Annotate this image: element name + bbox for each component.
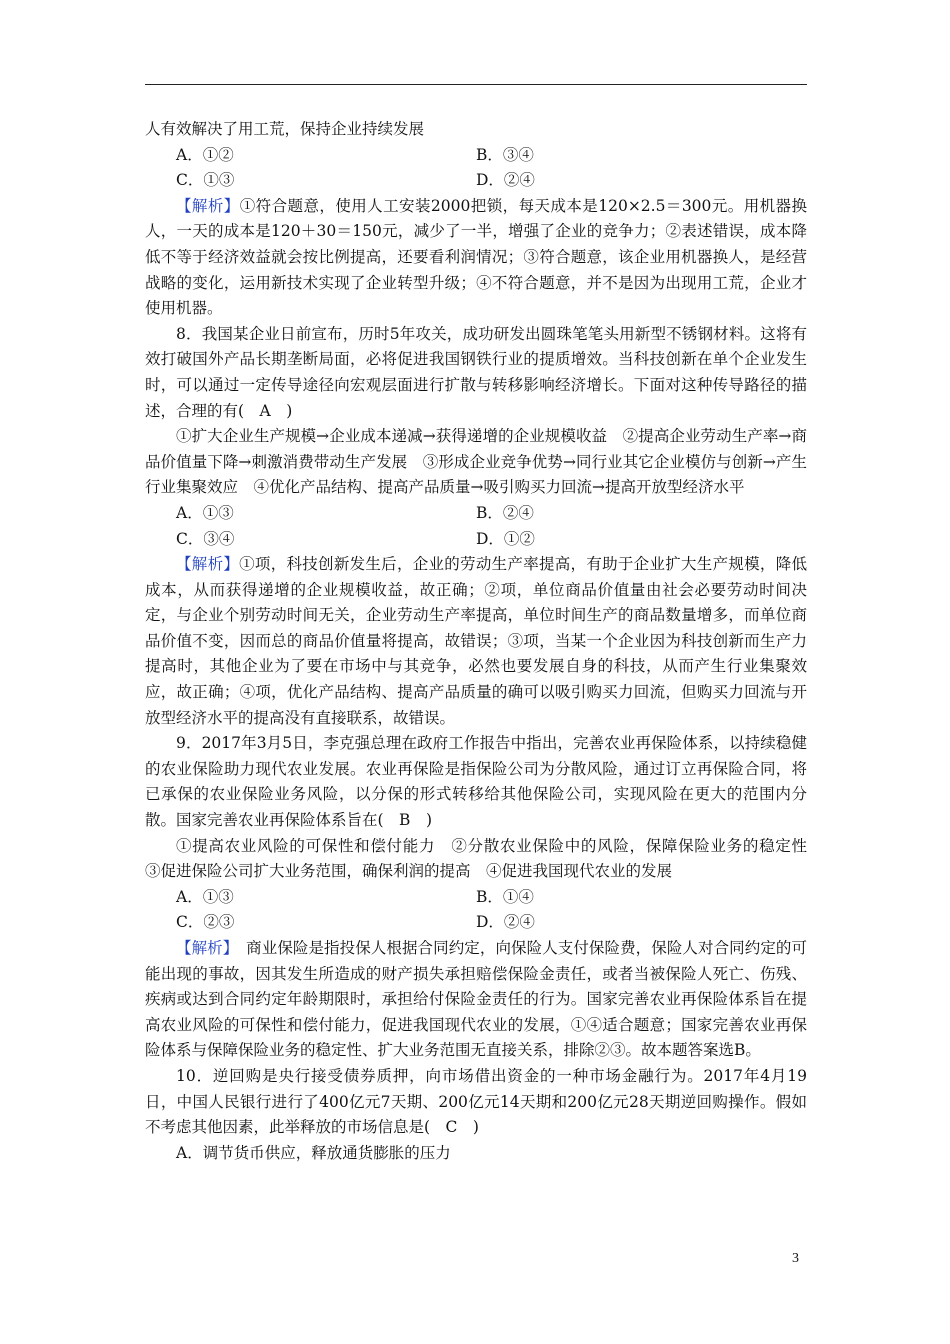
q9-option-a: A．①③	[176, 887, 234, 906]
analysis-tag: 【解析】	[176, 555, 240, 574]
q10-options-row-1	[145, 1141, 807, 1167]
q7-option-a: A．①②	[176, 145, 234, 164]
q8-option-d: D．①②	[476, 529, 535, 548]
page-number: 3	[792, 1251, 799, 1266]
q7-analysis	[145, 194, 807, 322]
q10-option-a: A．调节货币供应，释放通货膨胀的压力	[176, 1143, 451, 1162]
q9-option-d: D．②④	[476, 913, 535, 932]
q8-stem: 8．我国某企业日前宣布，历时5年攻关，成功研发出圆珠笔笔头用新型不锈钢材料。这将有效打破国外产品长期垄断局面，必将促进我国钢铁行业的提质增效。当科技创新在单个企业发生时，可以通过一定传导途径向宏观层面进行扩散与转移影响经济增长。下面对这种传导路径的描述，合理的有( A )	[145, 324, 807, 420]
q9-items: ①提高农业风险的可保性和偿付能力 ②分散农业保险中的风险，保障保险业务的稳定性 ③促进保险公司扩大业务范围，确保利润的提高 ④促进我国现代农业的发展	[145, 836, 823, 881]
page-body	[145, 117, 823, 1166]
q10-stem: 10．逆回购是央行接受债券质押，向市场借出资金的一种市场金融行为。2017年4月19日，中国人民银行进行了400亿元7天期、200亿元14天期和200亿元28天期逆回购操作。假如不考虑其他因素，此举释放的市场信息是( C )	[145, 1066, 807, 1137]
q8-analysis	[145, 552, 807, 731]
q9-stem: 9．2017年3月5日，李克强总理在政府工作报告中指出，完善农业再保险体系，以持续稳健的农业保险助力现代农业发展。农业再保险是指保险公司为分散风险，通过订立再保险合同，将已承保的农业保险业务风险，以分保的形式转移给其他保险公司，实现风险在更大的范围内分散。国家完善农业再保险体系旨在( B )	[145, 734, 807, 830]
q7-options-row-1	[145, 143, 807, 169]
analysis-tag: 【解析】	[176, 939, 231, 957]
continuation-text: 人有效解决了用工荒，保持企业持续发展	[145, 120, 425, 138]
q8-items: ①扩大企业生产规模→企业成本递减→获得递增的企业规模收益 ②提高企业劳动生产率→商品价值量下降→刺激消费带动生产发展 ③形成企业竞争优势→同行业其它企业模仿与创新→产生行业集聚效应 ④优化产品结构、提高产品质量→吸引购买力回流→提高开放型经济水平	[145, 427, 807, 497]
q7-option-b: B．③④	[476, 145, 534, 164]
header-rule	[145, 84, 807, 85]
q8-option-a: A．①③	[176, 503, 234, 522]
q7-option-c: C．①③	[176, 171, 235, 190]
q7-options-row-2	[145, 168, 807, 194]
q9-options-row-2	[145, 910, 807, 936]
q8-option-b: B．②④	[476, 503, 534, 522]
q8-analysis-text: ①项，科技创新发生后，企业的劳动生产率提高，有助于企业扩大生产规模，降低成本，从而获得递增的企业规模收益，故正确；②项，单位商品价值量由社会必要劳动时间决定，与企业个别劳动时间无关，企业劳动生产率提高，单位时间生产的商品数量增多，而单位商品价值不变，因而总的商品价值量将提高，故错误；③项，当某一个企业因为科技创新而生产力提高时，其他企业为了要在市场中与其竞争，必然也要发展自身的科技，从而产生行业集聚效应，故正确；④项，优化产品结构、提高产品质量的确可以吸引购买力回流，但购买力回流与开放型经济水平的提高没有直接联系，故错误。	[145, 555, 807, 727]
q8-options-row-1	[145, 501, 807, 527]
q9-analysis-text: 商业保险是指投保人根据合同约定，向保险人支付保险费，保险人对合同约定的可能出现的事故，因其发生所造成的财产损失承担赔偿保险金责任，或者当被保险人死亡、伤残、疾病或达到合同约定年龄期限时，承担给付保险金责任的行为。国家完善农业再保险体系旨在提高农业风险的可保性和偿付能力，促进我国现代农业的发展，①④适合题意；国家完善农业再保险体系与保障保险业务的稳定性、扩大业务范围无直接关系，排除②③。故本题答案选B。	[145, 939, 807, 1060]
q7-analysis-text: ①符合题意，使用人工安装2000把锁，每天成本是120×2.5＝300元。用机器换人，一天的成本是120＋30＝150元，减少了一半，增强了企业的竞争力；②表述错误，成本降低不等于经济效益就会按比例提高，还要看利润情况；③符合题意，该企业用机器换人，是经营战略的变化，运用新技术实现了企业转型升级；④不符合题意，并不是因为出现用工荒，企业才使用机器。	[145, 196, 807, 318]
q9-analysis	[145, 936, 807, 1064]
q8-option-c: C．③④	[176, 529, 235, 548]
q9-options-row-1	[145, 885, 807, 911]
q9-option-c: C．②③	[176, 913, 235, 932]
q7-option-d: D．②④	[476, 171, 535, 190]
analysis-tag: 【解析】	[176, 196, 240, 215]
q8-options-row-2	[145, 527, 807, 553]
q9-option-b: B．①④	[476, 887, 534, 906]
